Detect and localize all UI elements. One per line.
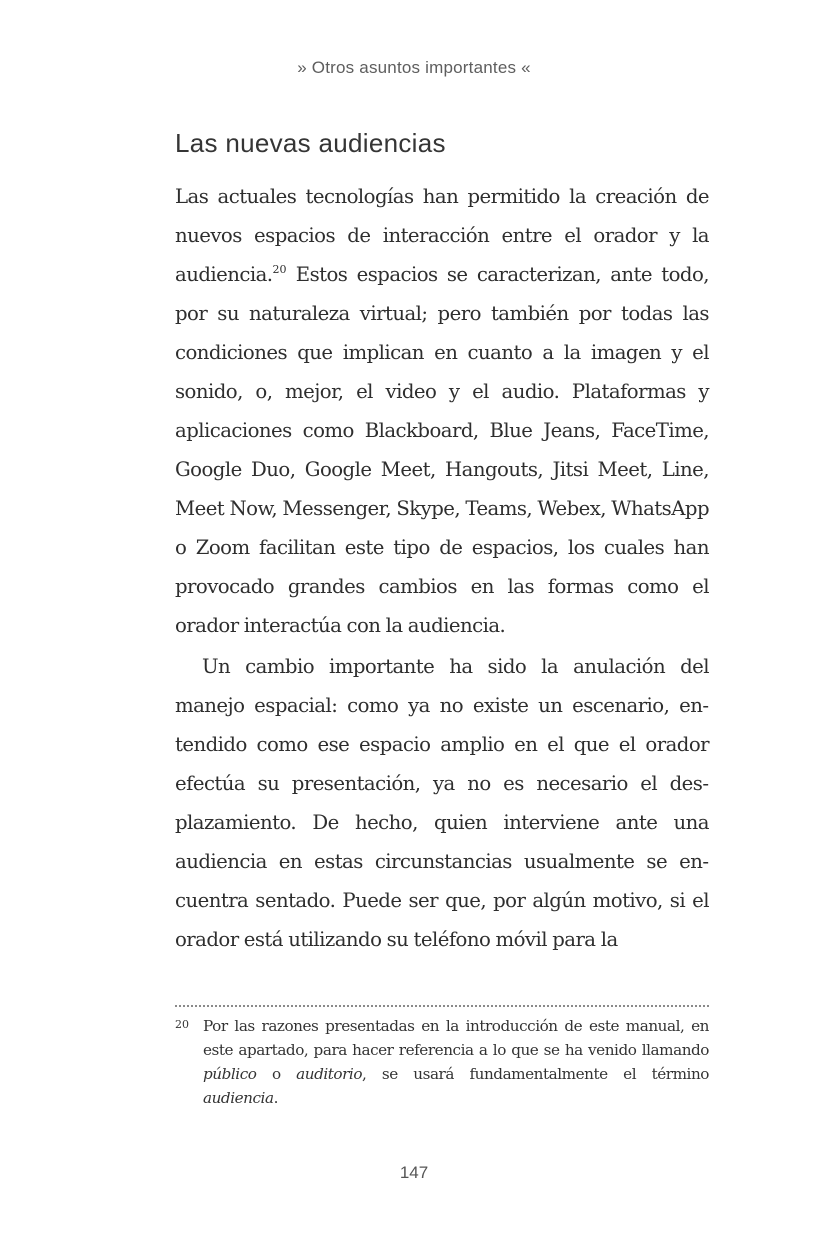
page-number: 147 — [399, 1163, 429, 1182]
paragraph-2: Un cambio importante ha sido la anulación del manejo espacial: como ya no existe un escenario, entendido como ese espacio amplio en el que el orador efectúa su presentación, ya no es necesario el desplazamiento. De hecho, quien interviene ante una audiencia en estas circunstancias usualmente se encuentra sentado. Puede ser que, por algún motivo, si el orador está utilizando su teléfono móvil para la — [175, 655, 709, 951]
paragraph-1-part-1: Las actuales tecnologías han permitido la creación de nuevos espacios de interacción entre el orador y la audiencia. — [175, 185, 709, 286]
footnote-italic-publico: público — [203, 1065, 257, 1083]
footnote-number: 20 — [175, 1018, 189, 1031]
footnote-text — [203, 1014, 709, 1110]
footnote — [175, 1014, 709, 1110]
footnote-reference[interactable]: 20 — [272, 263, 287, 276]
footnote-text-4: . — [273, 1089, 278, 1107]
section-heading: Las nuevas audiencias — [175, 128, 446, 158]
footnote-separator — [175, 1005, 709, 1007]
footnote-text-3: , se usará fundamentalmente el término — [362, 1065, 709, 1083]
running-header: » Otros asuntos importantes « — [297, 58, 531, 77]
paragraph-1-part-2: Estos espacios se caracterizan, ante todo, por su naturaleza virtual; pero también por todas las condiciones que implican en cuanto a la imagen y el sonido, o, mejor, el video y el audio. Plataformas y aplicaciones como Blackboard, Blue Jeans, FaceTime, Google Duo, Google Meet, Hangouts, Jitsi Meet, Line, Meet Now, Messenger, Skype, Teams, Webex, WhatsApp o Zoom facilitan este tipo de espacios, los cuales han provocado grandes cambios en las formas como el orador interactúa con la audiencia. — [175, 263, 709, 637]
footnote-italic-auditorio: auditorio — [296, 1065, 363, 1083]
paragraph-1 — [175, 177, 709, 645]
footnote-text-2: o — [256, 1065, 297, 1083]
body-text — [175, 177, 709, 959]
footnote-italic-audiencia: audiencia — [203, 1089, 274, 1107]
footnote-text-1: Por las razones presentadas en la introducción de este manual, en este apartado, para hacer referencia a lo que se ha venido llamando — [203, 1017, 709, 1059]
